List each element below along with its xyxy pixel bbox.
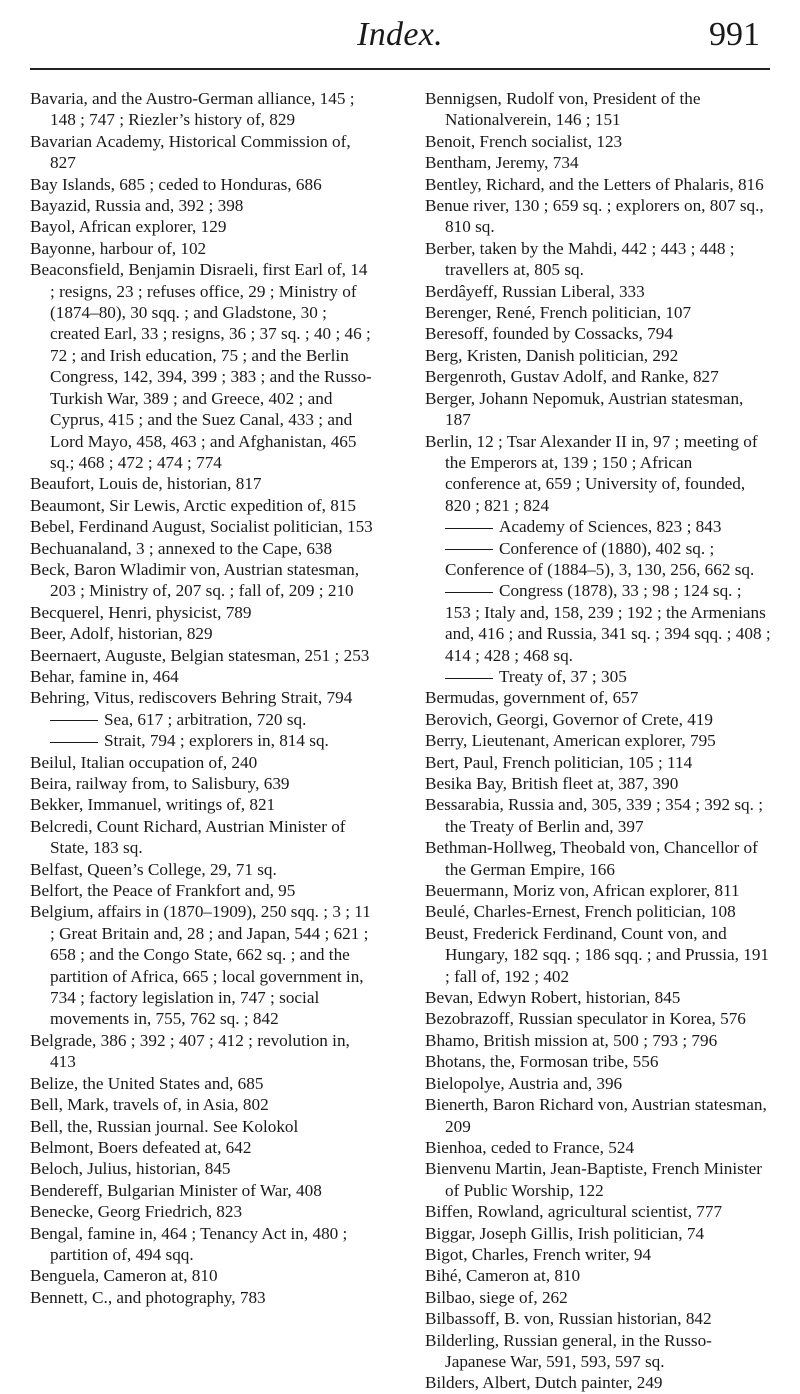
entry-text: Beloch, Julius, historian, 845 [30, 1159, 231, 1179]
entry-text: Bezobrazoff, Russian speculator in Korea, 576 [425, 1009, 746, 1029]
index-entry [425, 431, 771, 517]
index-entry [30, 473, 376, 494]
entry-text: Conference of (1880), 402 sq. ; Conference of (1884–5), 3, 130, 256, 662 sq. [445, 538, 755, 579]
index-entry [30, 752, 376, 773]
entry-text: Beuermann, Moriz von, African explorer, 811 [425, 881, 740, 901]
index-entry [30, 216, 376, 237]
entry-text: Bengal, famine in, 464 ; Tenancy Act in, 480 ; partition of, 494 sqq. [30, 1223, 348, 1264]
ditto-dash [445, 528, 493, 529]
entry-text: Bavaria, and the Austro-German alliance, 145 ; 148 ; 747 ; Riezler’s history of, 829 [30, 89, 355, 130]
index-entry [425, 345, 771, 366]
entry-text: Beaumont, Sir Lewis, Arctic expedition of, 815 [30, 495, 357, 515]
entry-text: Bendereff, Bulgarian Minister of War, 408 [30, 1180, 322, 1200]
index-entry [30, 645, 376, 666]
entry-text: Bell, Mark, travels of, in Asia, 802 [30, 1095, 269, 1115]
entry-text: Berger, Johann Nepomuk, Austrian statesman, 187 [425, 388, 744, 430]
entry-text: Bayazid, Russia and, 392 ; 398 [30, 196, 244, 216]
index-subentry [425, 580, 771, 666]
index-entry [425, 174, 771, 195]
index-entry [425, 152, 771, 173]
index-entry [425, 1330, 771, 1373]
index-entry [425, 730, 771, 751]
index-entry [30, 773, 376, 794]
index-entry [425, 1030, 771, 1051]
index-entry [425, 302, 771, 323]
index-entry [30, 1116, 376, 1137]
index-entry [30, 1180, 376, 1201]
index-entry [30, 623, 376, 644]
index-entry [425, 1094, 771, 1137]
entry-text: Bay Islands, 685 ; ceded to Honduras, 686 [30, 174, 322, 194]
entry-text: Bell, the, Russian journal. See Kolokol [30, 1116, 299, 1136]
entry-text: Bienerth, Baron Richard von, Austrian statesman, 209 [425, 1095, 767, 1136]
index-entry [30, 516, 376, 537]
index-column-right [425, 88, 771, 1394]
index-entry [425, 281, 771, 302]
ditto-dash [50, 742, 98, 743]
index-entry [425, 794, 771, 837]
index-entry [425, 752, 771, 773]
index-entry [425, 987, 771, 1008]
entry-text: Beernaert, Auguste, Belgian statesman, 251 ; 253 [30, 645, 370, 665]
ditto-dash [445, 549, 493, 550]
index-entry [30, 259, 376, 473]
page-title: Index. [357, 16, 443, 53]
index-entry [425, 388, 771, 431]
page-header [30, 10, 770, 60]
index-entry [30, 901, 376, 1029]
entry-text: Bhamo, British mission at, 500 ; 793 ; 796 [425, 1030, 718, 1050]
index-subentry [30, 730, 376, 751]
index-entry [30, 238, 376, 259]
index-entry [30, 1223, 376, 1266]
entry-text: Beilul, Italian occupation of, 240 [30, 752, 258, 772]
index-entry [425, 1137, 771, 1158]
index-entry [425, 687, 771, 708]
index-entry [30, 495, 376, 516]
entry-text: Bigot, Charles, French writer, 94 [425, 1244, 652, 1264]
entry-text: Bayol, African explorer, 129 [30, 217, 227, 237]
entry-text: Belmont, Boers defeated at, 642 [30, 1137, 252, 1157]
index-entry [30, 880, 376, 901]
entry-text: Beaufort, Louis de, historian, 817 [30, 474, 262, 494]
entry-text: Academy of Sciences, 823 ; 843 [499, 517, 722, 537]
index-entry [30, 174, 376, 195]
entry-text: Bergenroth, Gustav Adolf, and Ranke, 827 [425, 367, 719, 387]
index-entry [30, 131, 376, 174]
ditto-dash [445, 678, 493, 679]
index-entry [425, 1372, 771, 1393]
index-entry [425, 880, 771, 901]
index-subentry [425, 538, 771, 581]
index-entry [425, 901, 771, 922]
index-entry [30, 666, 376, 687]
entry-text: Bilders, Albert, Dutch painter, 249 [425, 1373, 663, 1393]
entry-text: Benoit, French socialist, 123 [425, 131, 623, 151]
index-entry [30, 602, 376, 623]
entry-text: Bilbassoff, B. von, Russian historian, 842 [425, 1309, 712, 1329]
index-entry [425, 131, 771, 152]
entry-text: Belgium, affairs in (1870–1909), 250 sqq. ; 3 ; 11 ; Great Britain and, 28 ; and Japan, 544 ; 621 ; 658 ; and the Congo State, 662 sq. ; and the partition of Africa, 665 ; local government in, 734 ; factory legislation in, 747 ; social movements in, 755, 762 sq. ; 842 [30, 902, 371, 1029]
entry-text: Bert, Paul, French politician, 105 ; 114 [425, 752, 693, 772]
entry-text: Bechuanaland, 3 ; annexed to the Cape, 638 [30, 538, 333, 558]
page-number: 991 [709, 16, 760, 53]
index-entry [425, 1158, 771, 1201]
entry-text: Beust, Frederick Ferdinand, Count von, and Hungary, 182 sqq. ; 186 sqq. ; and Prussia, 191 ; fall of, 192 ; 402 [425, 923, 770, 986]
entry-text: Berenger, René, French politician, 107 [425, 303, 692, 323]
index-entry [30, 88, 376, 131]
entry-text: Belfort, the Peace of Frankfort and, 95 [30, 881, 296, 901]
index-entry [30, 1094, 376, 1115]
entry-text: Biffen, Rowland, agricultural scientist, 777 [425, 1202, 723, 1222]
index-subentry [425, 666, 771, 687]
index-entry [30, 195, 376, 216]
entry-text: Bihé, Cameron at, 810 [425, 1266, 581, 1286]
entry-text: Becquerel, Henri, physicist, 789 [30, 602, 252, 622]
header-rule [30, 68, 770, 70]
entry-text: Bentham, Jeremy, 734 [425, 153, 579, 173]
index-entry [425, 923, 771, 987]
entry-text: Bermudas, government of, 657 [425, 688, 639, 708]
entry-text: Belcredi, Count Richard, Austrian Minister of State, 183 sq. [30, 816, 346, 858]
entry-text: Behring, Vitus, rediscovers Behring Strait, 794 [30, 688, 353, 708]
entry-text: Bentley, Richard, and the Letters of Phalaris, 816 [425, 174, 764, 194]
entry-text: Berdâyeff, Russian Liberal, 333 [425, 281, 645, 301]
ditto-dash [50, 720, 98, 721]
entry-text: Beaconsfield, Benjamin Disraeli, first Earl of, 14 ; resigns, 23 ; refuses office, 29 ; Ministry of (1874–80), 30 sqq. ; and Gladstone, 30 ; created Earl, 33 ; resigns, 36 ; 37 sq. ; 40 ; 46 ; 72 ; and Irish education, 75 ; and the Berlin Congress, 142, 394, 399 ; 383 ; and the Russo-Turkish War, 389 ; and Greece, 402 ; and Cyprus, 415 ; and the Suez Canal, 433 ; and Lord Mayo, 458, 463 ; and Afghanistan, 465 sq.; 468 ; 472 ; 474 ; 774 [30, 260, 372, 472]
entry-text: Bienvenu Martin, Jean-Baptiste, French Minister of Public Worship, 122 [425, 1159, 762, 1200]
index-entry [425, 1008, 771, 1029]
entry-text: Bilbao, siege of, 262 [425, 1287, 568, 1307]
index-entry [425, 88, 771, 131]
entry-text: Belgrade, 386 ; 392 ; 407 ; 412 ; revolution in, 413 [30, 1030, 350, 1072]
entry-text: Congress (1878), 33 ; 98 ; 124 sq. ; 153 ; Italy and, 158, 239 ; 192 ; the Armenians and, 416 ; and Russia, 341 sq. ; 394 sqq. ; 408 ; 414 ; 428 ; 468 sq. [445, 581, 771, 665]
entry-text: Beira, railway from, to Salisbury, 639 [30, 774, 290, 793]
index-entry [30, 1073, 376, 1094]
entry-text: Sea, 617 ; arbitration, 720 sq. [104, 709, 307, 729]
index-column-left [30, 88, 376, 1308]
index-entry [425, 1265, 771, 1286]
index-entry [30, 1265, 376, 1286]
entry-text: Bayonne, harbour of, 102 [30, 238, 207, 258]
index-entry [425, 1287, 771, 1308]
index-entry [30, 794, 376, 815]
index-entry [30, 559, 376, 602]
entry-text: Berovich, Georgi, Governor of Crete, 419 [425, 709, 713, 729]
index-entry [425, 1073, 771, 1094]
entry-text: Besika Bay, British fleet at, 387, 390 [425, 774, 679, 793]
entry-text: Benue river, 130 ; 659 sq. ; explorers on, 807 sq., 810 sq. [425, 196, 764, 237]
entry-text: Bhotans, the, Formosan tribe, 556 [425, 1052, 659, 1072]
entry-text: Bekker, Immanuel, writings of, 821 [30, 795, 276, 815]
ditto-dash [445, 592, 493, 593]
entry-text: Bienhoa, ceded to France, 524 [425, 1137, 635, 1157]
entry-text: Berber, taken by the Mahdi, 442 ; 443 ; 448 ; travellers at, 805 sq. [425, 238, 735, 280]
entry-text: Beresoff, founded by Cossacks, 794 [425, 324, 673, 344]
entry-text: Berry, Lieutenant, American explorer, 795 [425, 731, 716, 751]
index-entry [425, 1308, 771, 1329]
entry-text: Behar, famine in, 464 [30, 666, 179, 686]
index-entry [30, 816, 376, 859]
entry-text: Strait, 794 ; explorers in, 814 sq. [104, 731, 329, 751]
entry-text: Benecke, Georg Friedrich, 823 [30, 1202, 243, 1222]
entry-text: Beer, Adolf, historian, 829 [30, 624, 213, 644]
index-entry [30, 538, 376, 559]
index-entry [425, 1223, 771, 1244]
index-entry [30, 1287, 376, 1308]
index-entry [425, 238, 771, 281]
entry-text: Bebel, Ferdinand August, Socialist politician, 153 [30, 517, 373, 537]
entry-text: Belize, the United States and, 685 [30, 1073, 264, 1093]
entry-text: Treaty of, 37 ; 305 [499, 666, 627, 686]
index-entry [30, 1158, 376, 1179]
entry-text: Bennett, C., and photography, 783 [30, 1287, 266, 1307]
index-entry [30, 1030, 376, 1073]
entry-text: Bennigsen, Rudolf von, President of the Nationalverein, 146 ; 151 [425, 89, 701, 130]
index-entry [425, 323, 771, 344]
index-entry [425, 366, 771, 387]
index-entry [425, 195, 771, 238]
entry-text: Beulé, Charles-Ernest, French politician, 108 [425, 902, 736, 922]
entry-text: Benguela, Cameron at, 810 [30, 1266, 218, 1286]
entry-text: Bavarian Academy, Historical Commission of, 827 [30, 131, 351, 173]
index-entry [425, 837, 771, 880]
index-entry [425, 709, 771, 730]
entry-text: Bessarabia, Russia and, 305, 339 ; 354 ; 392 sq. ; the Treaty of Berlin and, 397 [425, 795, 763, 836]
entry-text: Bilderling, Russian general, in the Russo-Japanese War, 591, 593, 597 sq. [425, 1330, 712, 1371]
entry-text: Biggar, Joseph Gillis, Irish politician, 74 [425, 1223, 705, 1243]
entry-text: Belfast, Queen’s College, 29, 71 sq. [30, 859, 277, 879]
index-entry [425, 1201, 771, 1222]
index-entry [425, 773, 771, 794]
entry-text: Bevan, Edwyn Robert, historian, 845 [425, 988, 681, 1008]
index-subentry [425, 516, 771, 537]
entry-text: Berlin, 12 ; Tsar Alexander II in, 97 ; meeting of the Emperors at, 139 ; 150 ; African conference at, 659 ; University of, founded, 820 ; 821 ; 824 [425, 431, 758, 515]
entry-text: Berg, Kristen, Danish politician, 292 [425, 345, 679, 365]
index-entry [425, 1244, 771, 1265]
entry-text: Beck, Baron Wladimir von, Austrian statesman, 203 ; Ministry of, 207 sq. ; fall of, 209 ; 210 [30, 559, 360, 601]
index-subentry [30, 709, 376, 730]
index-entry [30, 859, 376, 880]
entry-text: Bethman-Hollweg, Theobald von, Chancellor of the German Empire, 166 [425, 838, 758, 879]
index-entry [30, 687, 376, 708]
index-entry [425, 1051, 771, 1072]
index-entry [30, 1137, 376, 1158]
entry-text: Bielopolye, Austria and, 396 [425, 1073, 623, 1093]
index-entry [30, 1201, 376, 1222]
